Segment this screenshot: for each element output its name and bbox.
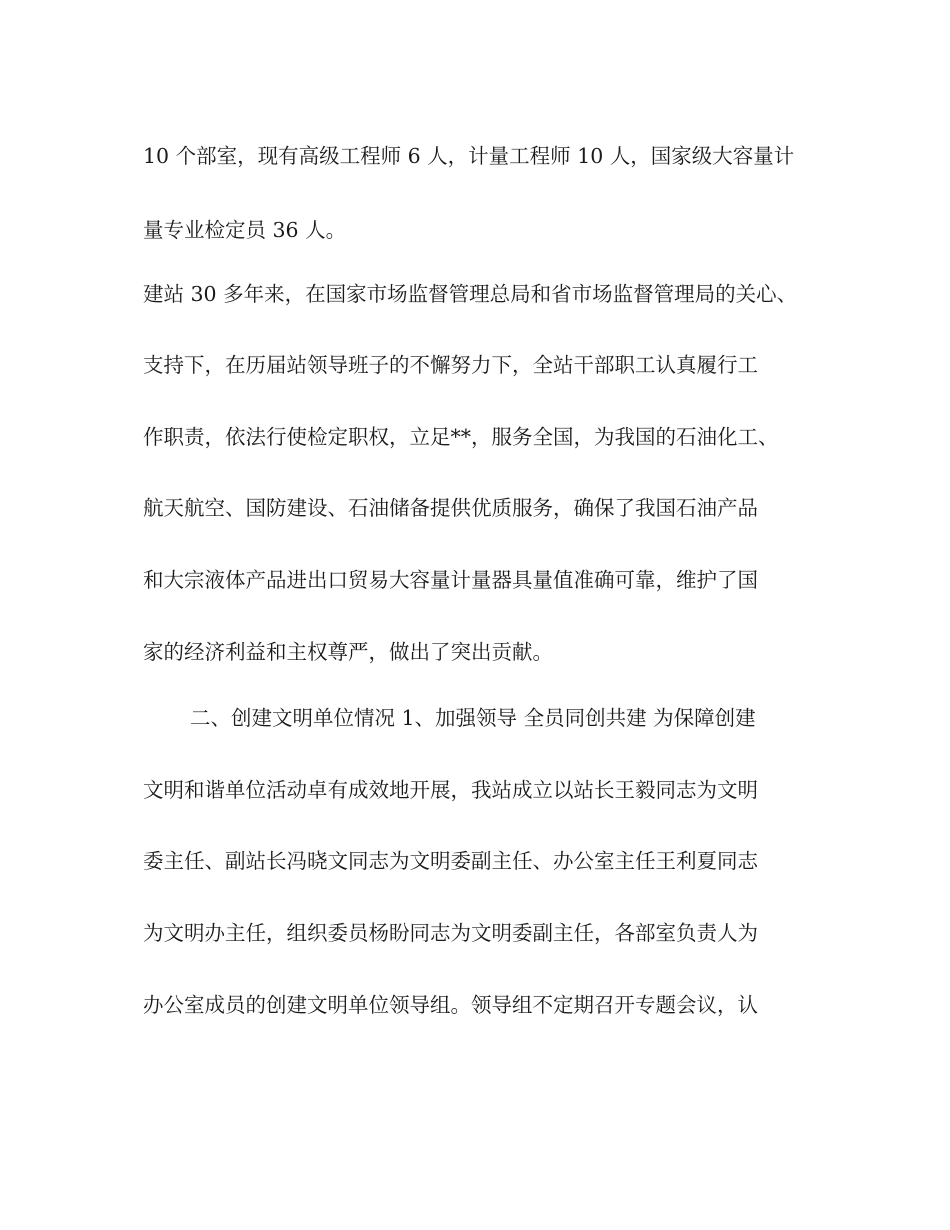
text-line: 支持下，在历届站领导班子的不懈努力下，全站干部职工认真履行工	[143, 353, 758, 377]
text-line: 委主任、副站长冯晓文同志为文明委副主任、办公室主任王利夏同志	[143, 849, 758, 873]
text-line: 建站 30 多年来，在国家市场监督管理总局和省市场监督管理局的关心、	[143, 282, 798, 306]
text-line: 家的经济利益和主权尊严，做出了突出贡献。	[143, 640, 553, 664]
section-heading-line: 二、创建文明单位情况 1、加强领导 全员同创共建 为保障创建	[190, 706, 756, 730]
text-line: 作职责，依法行使检定职权，立足**，服务全国，为我国的石油化工、	[143, 425, 779, 449]
text-line: 为文明办主任，组织委员杨盼同志为文明委副主任，各部室负责人为	[143, 921, 758, 945]
text-line: 量专业检定员 36 人。	[143, 218, 347, 242]
text-line: 和大宗液体产品进出口贸易大容量计量器具量值准确可靠，维护了国	[143, 568, 758, 592]
text-line: 办公室成员的创建文明单位领导组。领导组不定期召开专题会议，认	[143, 993, 758, 1017]
text-line: 文明和谐单位活动卓有成效地开展，我站成立以站长王毅同志为文明	[143, 778, 758, 802]
text-line: 航天航空、国防建设、石油储备提供优质服务，确保了我国石油产品	[143, 496, 758, 520]
text-line: 10 个部室，现有高级工程师 6 人，计量工程师 10 人，国家级大容量计	[143, 144, 795, 168]
